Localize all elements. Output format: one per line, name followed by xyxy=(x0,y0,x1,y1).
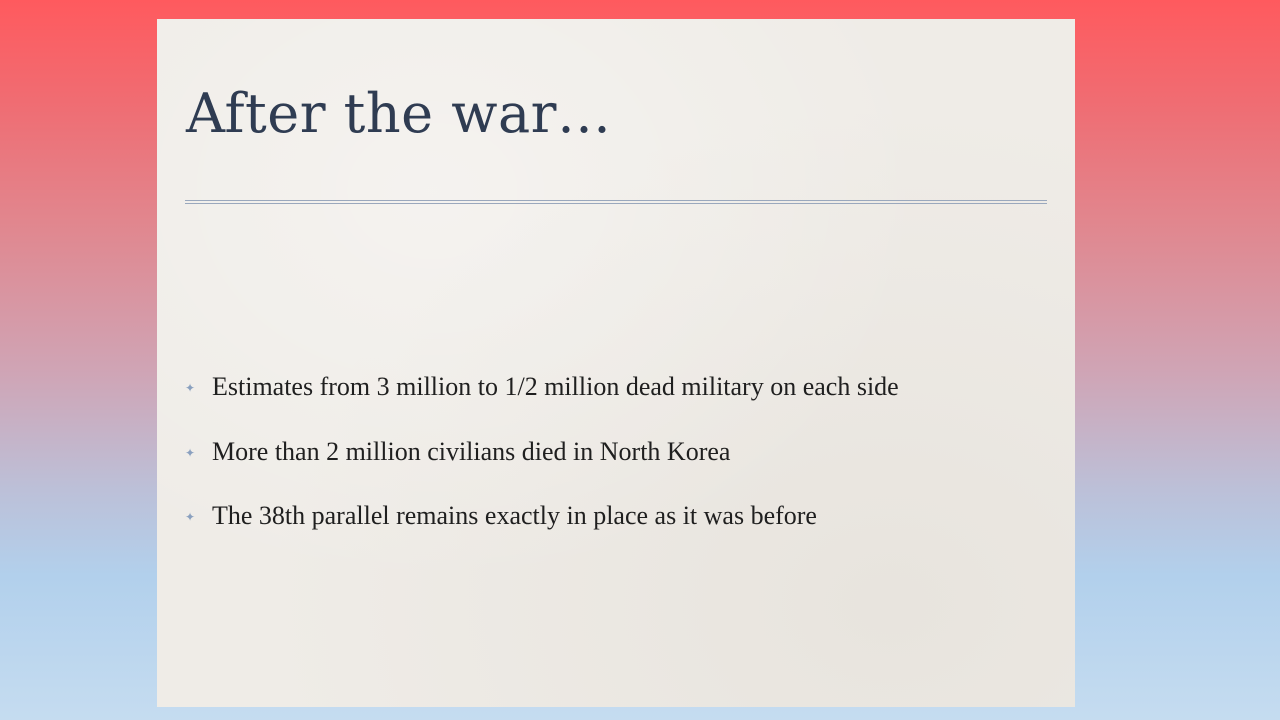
title-divider-bottom xyxy=(185,203,1047,204)
bullet-text: Estimates from 3 million to 1/2 million dead military on each side xyxy=(212,372,899,401)
four-point-star-icon: ✦ xyxy=(185,381,196,395)
four-point-star-icon: ✦ xyxy=(185,445,196,460)
four-point-star-icon: ✦ xyxy=(185,510,196,524)
slide xyxy=(157,19,1075,707)
bullet-item xyxy=(185,371,899,436)
bullet-text: The 38th parallel remains exactly in place as it was before xyxy=(212,501,817,530)
title-divider-top xyxy=(185,200,1047,201)
bullet-item xyxy=(185,436,899,501)
bullet-text: More than 2 million civilians died in North Korea xyxy=(212,436,731,466)
bullet-item xyxy=(185,500,899,565)
bullet-list xyxy=(185,371,899,565)
slide-title: After the war… xyxy=(186,82,612,145)
